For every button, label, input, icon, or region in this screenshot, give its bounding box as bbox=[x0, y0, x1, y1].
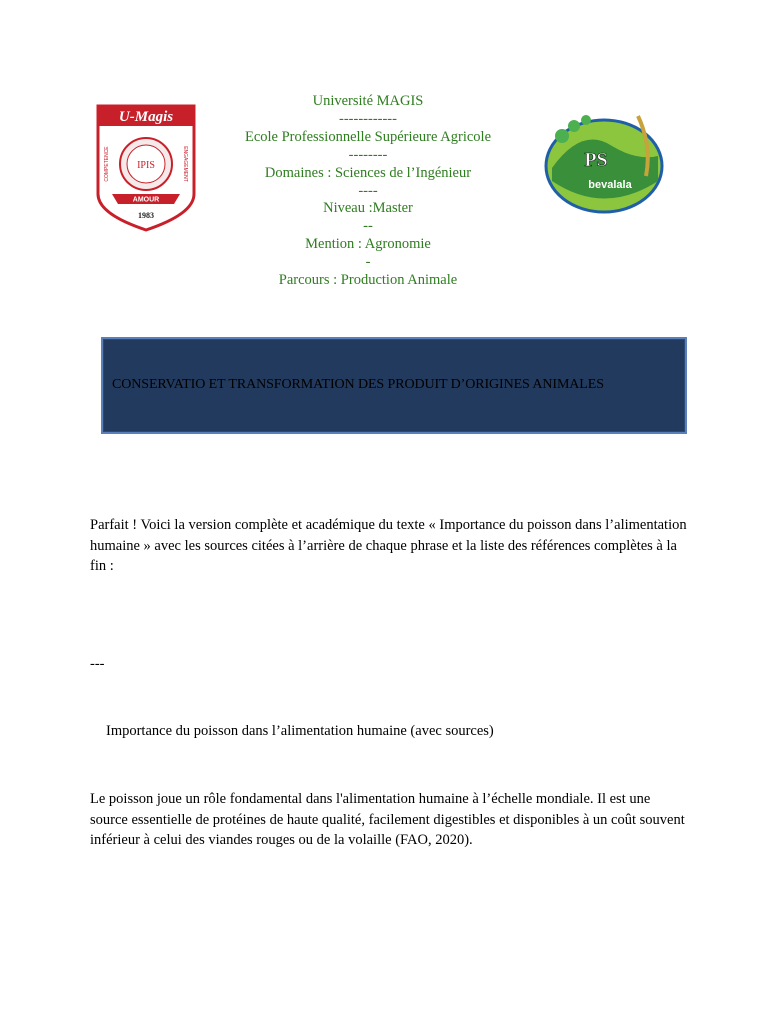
logo-initials: PS bbox=[584, 149, 608, 171]
header-separator: ------------ bbox=[339, 110, 397, 127]
header-separator: ---- bbox=[358, 182, 378, 199]
section-separator: --- bbox=[90, 656, 105, 672]
institution-header bbox=[218, 93, 518, 290]
university-name: Université MAGIS bbox=[312, 93, 424, 109]
mention-line: Mention : Agronomie bbox=[305, 236, 431, 253]
header-separator: -------- bbox=[348, 146, 388, 163]
logo-center-text: IPIS bbox=[137, 160, 155, 171]
body-paragraph: Le poisson joue un rôle fondamental dans l'alimentation humaine à l’échelle mondiale. Il est une source essentielle de protéines de haute qualité, facilement digestibles et disponibles à un coût souvent inférieur à celui des viandes rouges ou de la volaille (FAO, 2020). bbox=[90, 791, 685, 848]
ps-bevalala-logo bbox=[542, 106, 666, 216]
header-separator: -- bbox=[363, 218, 373, 235]
track-line: Parcours : Production Animale bbox=[278, 272, 458, 289]
logo-left-text: COMPETENCE bbox=[104, 146, 110, 182]
school-name: Ecole Professionnelle Supérieure Agricole bbox=[244, 128, 492, 145]
logo-right-text: ENGAGEMENT bbox=[182, 146, 188, 182]
logo-year-text: 1983 bbox=[138, 211, 154, 220]
course-title-box bbox=[101, 337, 687, 434]
intro-paragraph: Parfait ! Voici la version complète et académique du texte « Importance du poisson dans l’alimentation humaine » avec les sources citées à l’arrière de chaque phrase et la liste des références complètes à la fin : bbox=[90, 517, 687, 574]
logo-banner-text: AMOUR bbox=[132, 196, 160, 204]
logo-brand-text: U-Magis bbox=[118, 109, 174, 125]
course-title: CONSERVATIO ET TRANSFORMATION DES PRODUIT D’ORIGINES ANIMALES bbox=[112, 377, 604, 392]
header-separator: - bbox=[365, 254, 371, 271]
section-subtitle: Importance du poisson dans l’alimentation humaine (avec sources) bbox=[106, 723, 494, 739]
domain-line: Domaines : Sciences de l’Ingénieur bbox=[264, 164, 472, 181]
logo-name: bevalala bbox=[588, 179, 632, 191]
level-line: Niveau :Master bbox=[323, 200, 413, 217]
u-magis-logo bbox=[94, 102, 198, 234]
